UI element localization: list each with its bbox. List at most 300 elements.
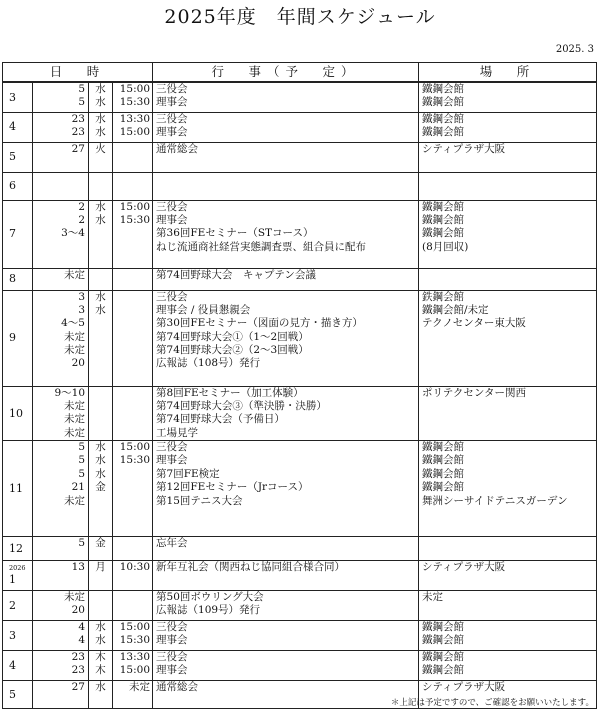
event-line: 三役会 <box>156 651 188 664</box>
place-cell <box>419 172 597 200</box>
date-line: 20 <box>71 604 85 617</box>
date-line: 未定 <box>64 426 85 439</box>
date-line <box>36 173 85 186</box>
date-line: 5 <box>78 96 85 109</box>
place-cell <box>419 82 597 112</box>
month-label: 7 <box>9 227 16 241</box>
time-line: 15:00 <box>119 125 151 138</box>
weekday-line: 木 <box>95 664 106 677</box>
month-label: 1 <box>9 573 16 587</box>
place-line: 鐵鋼会館 <box>422 634 465 647</box>
month-label: 12 <box>9 541 23 555</box>
place-line: 鐵鋼会館 <box>422 125 465 138</box>
page-title: 2025年度 年間スケジュール <box>164 6 436 28</box>
event-cell <box>153 112 419 142</box>
table-row <box>3 651 597 681</box>
time-line <box>116 227 150 240</box>
date-line: 3 <box>78 290 85 303</box>
month-cell <box>3 561 33 591</box>
weekday-cell <box>89 441 113 537</box>
footnote: ＊上記は予定ですので、ご確認をお願いいたします。 <box>390 698 594 708</box>
table-row <box>3 621 597 651</box>
event-cell <box>153 621 419 651</box>
date-line: 未定 <box>64 344 85 357</box>
place-line <box>422 173 593 186</box>
place-line: ポリテクセンター関西 <box>422 386 526 399</box>
month-label: 6 <box>9 179 16 193</box>
event-cell <box>153 290 419 386</box>
weekday-line: 金 <box>95 537 106 550</box>
weekday-cell <box>89 651 113 681</box>
date-line: 27 <box>71 142 85 155</box>
event-line: 理事会 <box>156 213 188 226</box>
event-cell <box>153 537 419 561</box>
date-line: 5 <box>78 467 85 480</box>
day-cell <box>33 591 89 621</box>
time-line: 15:00 <box>119 664 151 677</box>
year-label: 2026 <box>9 564 26 573</box>
month-cell <box>3 82 33 112</box>
date-line: 5 <box>78 454 85 467</box>
date-line: 4～5 <box>61 317 85 330</box>
event-line: 通常総会 <box>156 142 199 155</box>
weekday-cell <box>89 142 113 172</box>
weekday-line: 水 <box>95 303 106 316</box>
date-line: 23 <box>71 125 85 138</box>
time-line <box>116 331 150 344</box>
event-line: 三役会 <box>156 83 188 95</box>
time-line <box>116 291 150 304</box>
time-cell <box>113 172 153 200</box>
weekday-line: 水 <box>95 621 106 634</box>
event-line: 第12回FEセミナー（Jrコース） <box>156 481 309 494</box>
event-line: 第15回テニス大会 <box>156 494 243 507</box>
time-line <box>116 495 150 508</box>
table-row <box>3 268 597 290</box>
month-label: 9 <box>9 331 16 345</box>
weekday-line <box>92 317 109 330</box>
place-line: 鐵鋼会館 <box>422 481 465 494</box>
event-header: 行 事（予 定） <box>153 63 419 83</box>
weekday-line: 金 <box>95 481 106 494</box>
header-row <box>3 63 597 83</box>
place-line: 鐵鋼会館 <box>422 454 465 467</box>
event-line: 広報誌（108号）発行 <box>156 357 261 370</box>
event-line: 第74回野球大会②（2～3回戦） <box>156 344 309 357</box>
place-header: 場 所 <box>419 63 597 83</box>
place-line: 舞洲シーサイドテニスガーデン <box>422 494 568 507</box>
event-line: 第7回FE検定 <box>156 467 220 480</box>
time-line <box>116 537 150 550</box>
event-cell <box>153 681 419 709</box>
day-cell <box>33 142 89 172</box>
date-line: 3～4 <box>61 227 85 240</box>
place-line <box>422 344 593 357</box>
table-row <box>3 561 597 591</box>
event-line: 第50回ボウリング大会 <box>156 591 264 604</box>
weekday-cell <box>89 681 113 709</box>
place-line: (8月回収) <box>422 240 469 253</box>
place-line: 鐵鋼会館 <box>422 227 465 240</box>
time-cell <box>113 268 153 290</box>
table-row <box>3 112 597 142</box>
event-cell <box>153 142 419 172</box>
place-line: 鐵鋼会館 <box>422 651 465 664</box>
time-line: 15:30 <box>119 96 151 109</box>
weekday-cell <box>89 172 113 200</box>
place-cell <box>419 200 597 268</box>
event-line: 第30回FEセミナー（図面の見方・描き方） <box>156 317 363 330</box>
month-cell <box>3 268 33 290</box>
month-cell <box>3 142 33 172</box>
weekday-line: 月 <box>95 561 106 574</box>
time-cell <box>113 200 153 268</box>
place-cell <box>419 268 597 290</box>
date-line: 未定 <box>64 494 85 507</box>
event-line: 三役会 <box>156 621 188 634</box>
weekday-line <box>92 269 109 282</box>
event-line: 第74回野球大会 キャプテン会議 <box>156 268 316 281</box>
table-row <box>3 591 597 621</box>
date-line <box>36 241 85 254</box>
place-cell <box>419 621 597 651</box>
event-line: 三役会 <box>156 290 188 303</box>
time-line <box>116 427 150 440</box>
date-line: 4 <box>78 621 85 634</box>
time-cell <box>113 537 153 561</box>
place-cell <box>419 537 597 561</box>
weekday-cell <box>89 591 113 621</box>
place-line: 鐵鋼会館 <box>422 213 465 226</box>
event-cell <box>153 172 419 200</box>
date-line: 4 <box>78 634 85 647</box>
place-cell <box>419 441 597 537</box>
place-line <box>422 537 593 550</box>
table-row <box>3 386 597 441</box>
date-line: 23 <box>71 651 85 664</box>
month-cell <box>3 621 33 651</box>
time-line <box>116 241 150 254</box>
month-label: 5 <box>9 687 16 701</box>
event-line: 理事会 <box>156 664 188 677</box>
place-line: 鐵鋼会館 <box>422 664 465 677</box>
month-cell <box>3 537 33 561</box>
month-cell <box>3 386 33 441</box>
day-cell <box>33 621 89 651</box>
event-line: 新年互礼会（関西ねじ協同組合様合同） <box>156 561 346 574</box>
place-line: 鐵鋼会館/未定 <box>422 303 489 316</box>
date-line: 23 <box>71 664 85 677</box>
place-line <box>422 413 593 426</box>
table-row <box>3 82 597 112</box>
place-cell <box>419 290 597 386</box>
month-cell <box>3 681 33 709</box>
event-line: 三役会 <box>156 441 188 454</box>
date-line: 未定 <box>64 399 85 412</box>
day-cell <box>33 681 89 709</box>
time-line <box>116 304 150 317</box>
place-line <box>422 604 593 617</box>
time-cell <box>113 441 153 537</box>
place-line <box>422 357 593 370</box>
weekday-cell <box>89 112 113 142</box>
day-cell <box>33 112 89 142</box>
place-cell <box>419 651 597 681</box>
event-line: 工場見学 <box>156 426 199 439</box>
event-cell <box>153 82 419 112</box>
time-line: 15:00 <box>119 200 151 213</box>
weekday-line: 水 <box>95 112 106 125</box>
place-cell <box>419 112 597 142</box>
time-line <box>116 591 150 604</box>
weekday-line: 水 <box>95 634 106 647</box>
event-line <box>156 173 415 186</box>
place-line: 鐵鋼会館 <box>422 83 465 95</box>
issue-date: 2025. 3 <box>555 44 594 55</box>
month-cell <box>3 591 33 621</box>
event-line: 理事会 <box>156 96 188 109</box>
time-line <box>116 387 150 400</box>
weekday-line <box>92 227 109 240</box>
date-line: 未定 <box>64 268 85 281</box>
month-label: 3 <box>9 628 16 642</box>
event-cell <box>153 651 419 681</box>
table-row <box>3 441 597 537</box>
weekday-cell <box>89 268 113 290</box>
event-line: 理事会 <box>156 125 188 138</box>
date-line: 2 <box>78 213 85 226</box>
time-line: 13:30 <box>119 651 151 664</box>
event-line: 第74回野球大会①（1～2回戦） <box>156 330 309 343</box>
month-label: 5 <box>9 150 16 164</box>
place-cell <box>419 142 597 172</box>
weekday-line: 水 <box>95 441 106 454</box>
day-cell <box>33 537 89 561</box>
date-line: 未定 <box>64 413 85 426</box>
weekday-cell <box>89 621 113 651</box>
event-line: 三役会 <box>156 200 188 213</box>
place-line: シティプラザ大阪 <box>422 142 506 155</box>
time-cell <box>113 621 153 651</box>
weekday-cell <box>89 82 113 112</box>
place-line: 鐵鋼会館 <box>422 200 465 213</box>
place-cell <box>419 591 597 621</box>
time-line: 15:00 <box>119 621 151 634</box>
date-line: 13 <box>71 561 85 574</box>
month-cell <box>3 112 33 142</box>
time-cell <box>113 681 153 709</box>
table-row <box>3 290 597 386</box>
place-line: 鐵鋼会館 <box>422 112 465 125</box>
event-cell <box>153 200 419 268</box>
event-line: 第8回FEセミナー（加工体験） <box>156 386 304 399</box>
weekday-line <box>92 331 109 344</box>
date-line: 5 <box>78 83 85 95</box>
event-line: 理事会 <box>156 634 188 647</box>
event-line: 第36回FEセミナー（STコース） <box>156 227 314 240</box>
table-row <box>3 537 597 561</box>
month-label: 3 <box>9 90 16 104</box>
weekday-line <box>92 427 109 440</box>
date-line: 20 <box>71 357 85 370</box>
time-cell <box>113 82 153 112</box>
weekday-cell <box>89 200 113 268</box>
time-line: 13:30 <box>119 112 151 125</box>
day-cell <box>33 82 89 112</box>
weekday-cell <box>89 537 113 561</box>
event-cell <box>153 268 419 290</box>
month-label: 11 <box>9 481 23 495</box>
place-line: 鉄鋼会館 <box>422 290 465 303</box>
event-line: ねじ流通商社経営実態調査票、組合員に配布 <box>156 240 367 253</box>
event-cell <box>153 441 419 537</box>
day-cell <box>33 441 89 537</box>
day-cell <box>33 561 89 591</box>
time-cell <box>113 386 153 441</box>
place-line <box>422 400 593 413</box>
table-row <box>3 172 597 200</box>
time-cell <box>113 651 153 681</box>
month-cell <box>3 441 33 537</box>
time-cell <box>113 112 153 142</box>
time-line <box>116 269 150 282</box>
weekday-cell <box>89 290 113 386</box>
time-line <box>116 143 150 156</box>
event-line: 第74回野球大会（予備日） <box>156 413 285 426</box>
place-line: シティプラザ大阪 <box>422 681 506 694</box>
weekday-line <box>92 344 109 357</box>
month-label: 10 <box>9 406 23 420</box>
weekday-line <box>92 413 109 426</box>
weekday-line <box>92 241 109 254</box>
event-cell <box>153 591 419 621</box>
schedule-table <box>2 62 597 709</box>
time-line <box>116 468 150 481</box>
month-cell <box>3 172 33 200</box>
month-cell <box>3 290 33 386</box>
weekday-line: 水 <box>95 467 106 480</box>
place-line: 未定 <box>422 591 444 604</box>
time-cell <box>113 142 153 172</box>
weekday-line <box>92 357 109 370</box>
place-line: シティプラザ大阪 <box>422 561 506 574</box>
place-line <box>422 427 593 440</box>
date-line: 21 <box>71 481 85 494</box>
event-line: 忘年会 <box>156 537 188 550</box>
day-cell <box>33 268 89 290</box>
time-line <box>116 173 150 186</box>
event-line: 通常総会 <box>156 681 199 694</box>
date-line: 9～10 <box>54 386 85 399</box>
place-cell <box>419 561 597 591</box>
place-line: 鐵鋼会館 <box>422 441 465 454</box>
weekday-line: 水 <box>95 454 106 467</box>
weekday-line: 火 <box>95 142 106 155</box>
time-line <box>116 413 150 426</box>
weekday-line: 水 <box>95 290 106 303</box>
time-cell <box>113 290 153 386</box>
place-line: 鐵鋼会館 <box>422 621 465 634</box>
time-line <box>116 344 150 357</box>
day-cell <box>33 386 89 441</box>
table-row <box>3 200 597 268</box>
place-line: 鐵鋼会館 <box>422 96 465 109</box>
month-cell <box>3 200 33 268</box>
month-label: 4 <box>9 658 16 672</box>
time-line <box>116 604 150 617</box>
weekday-line <box>92 495 109 508</box>
weekday-line: 水 <box>95 200 106 213</box>
date-line: 23 <box>71 112 85 125</box>
weekday-line <box>92 400 109 413</box>
day-cell <box>33 172 89 200</box>
weekday-line: 水 <box>95 125 106 138</box>
date-time-header: 日 時 <box>3 63 153 83</box>
month-cell <box>3 651 33 681</box>
date-line: 2 <box>78 200 85 213</box>
weekday-cell <box>89 561 113 591</box>
time-line <box>116 400 150 413</box>
date-line: 5 <box>78 537 85 550</box>
place-line: テクノセンター東大阪 <box>422 317 526 330</box>
time-line: 10:30 <box>119 561 151 574</box>
weekday-line: 水 <box>95 96 106 109</box>
time-line <box>116 357 150 370</box>
weekday-line <box>92 591 109 604</box>
time-line <box>116 481 150 494</box>
place-line: 鐵鋼会館 <box>422 467 465 480</box>
event-line: 第74回野球大会③（準決勝・決勝） <box>156 399 327 412</box>
place-line <box>422 331 593 344</box>
date-line: 5 <box>78 441 85 454</box>
date-line: 3 <box>78 303 85 316</box>
weekday-line <box>92 387 109 400</box>
weekday-cell <box>89 386 113 441</box>
month-label: 8 <box>9 272 16 286</box>
weekday-line <box>92 604 109 617</box>
event-cell <box>153 561 419 591</box>
time-line: 15:30 <box>119 454 151 467</box>
weekday-line <box>92 173 109 186</box>
weekday-line: 水 <box>95 83 106 95</box>
time-cell <box>113 591 153 621</box>
time-line: 15:30 <box>119 213 151 226</box>
date-line: 未定 <box>64 330 85 343</box>
date-line: 未定 <box>64 591 85 604</box>
date-line: 27 <box>71 681 85 694</box>
weekday-line: 木 <box>95 651 106 664</box>
table-row <box>3 142 597 172</box>
day-cell <box>33 200 89 268</box>
event-line: 理事会 / 役員懇親会 <box>156 303 251 316</box>
month-label: 2 <box>9 598 16 612</box>
month-label: 4 <box>9 120 16 134</box>
time-line <box>116 317 150 330</box>
event-line: 三役会 <box>156 112 188 125</box>
day-cell <box>33 290 89 386</box>
day-cell <box>33 651 89 681</box>
place-line <box>422 269 593 282</box>
place-cell <box>419 386 597 441</box>
event-line: 理事会 <box>156 454 188 467</box>
time-cell <box>113 561 153 591</box>
weekday-line: 水 <box>95 681 106 694</box>
time-line: 15:00 <box>119 441 151 454</box>
time-line: 未定 <box>129 681 151 694</box>
event-cell <box>153 386 419 441</box>
weekday-line: 水 <box>95 213 106 226</box>
time-line: 15:30 <box>119 634 151 647</box>
